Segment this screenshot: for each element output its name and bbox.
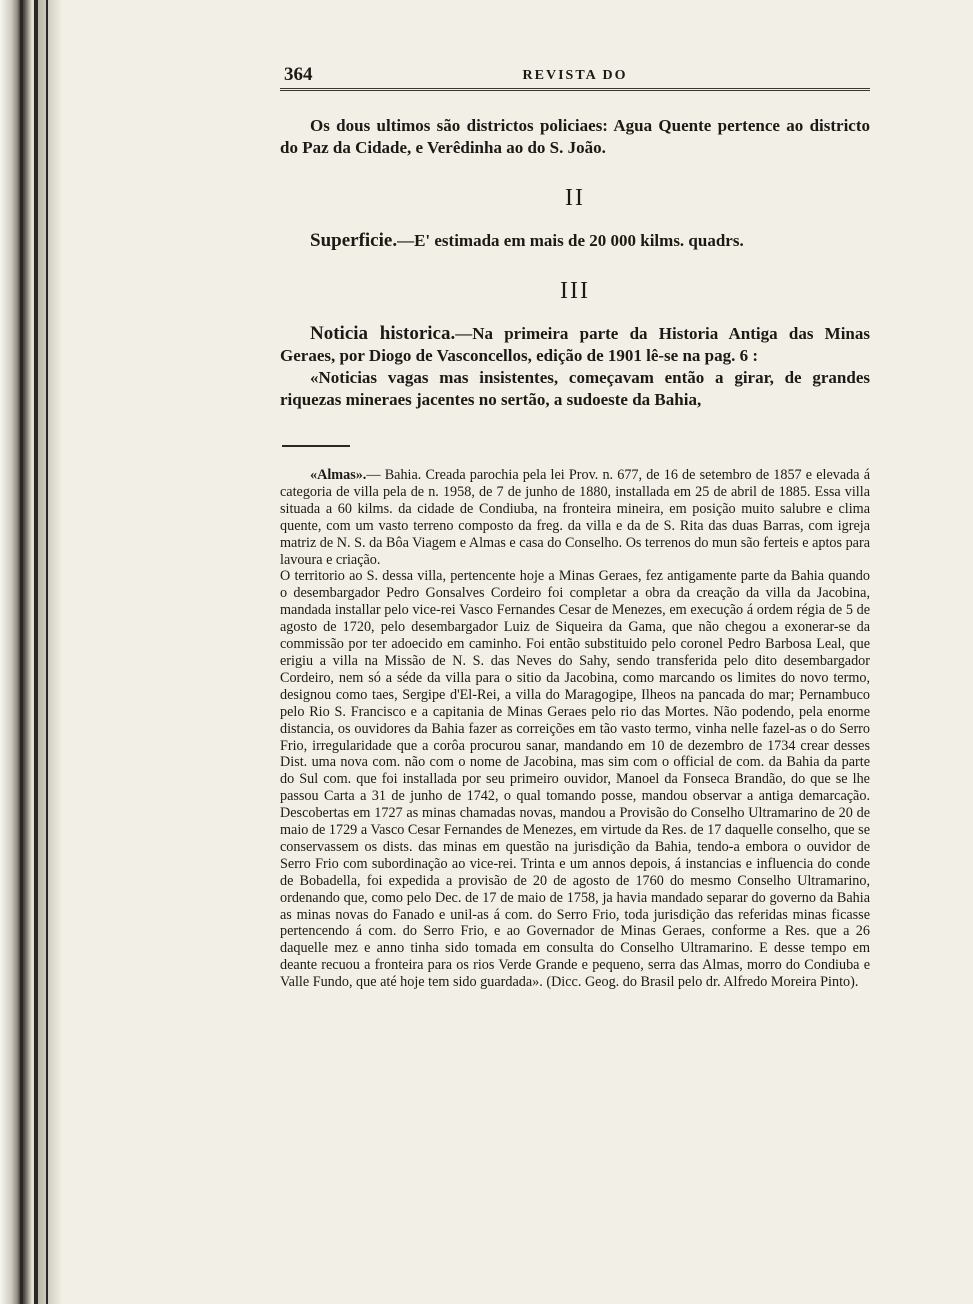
spine-line xyxy=(34,0,38,1304)
footnote-lead: «Almas». xyxy=(310,467,367,483)
footnote-separator xyxy=(282,445,350,447)
page-header xyxy=(280,58,870,91)
section-numeral-2: II xyxy=(565,185,585,211)
book-spine xyxy=(0,0,62,1304)
page-text xyxy=(280,58,870,991)
spine-line xyxy=(46,0,48,1304)
section-2-paragraph xyxy=(280,230,870,252)
section-2-lead: Superficie. xyxy=(310,230,398,251)
section-3-paragraph-2: «Noticias vagas mas insistentes, começavam então a girar, de grandes riquezas mineraes jacentes no sertão, a sudoeste da Bahia, xyxy=(280,368,870,409)
section-3-paragraph-1 xyxy=(280,323,870,367)
page-number: 364 xyxy=(284,64,313,85)
footnote-text-1: — Bahia. Creada parochia pela lei Prov. n. 677, de 16 de setembro de 1857 e elevada á categoria de villa pela de n. 1958, de 7 de junho de 1880, installada em 25 de abril de 1885. Essa villa situada a 60 kilms. da cidade de Condiuba, na fronteira mineira, em posição muito salubre e clima quente, com um vasto terreno composto da freg. da villa e da de S. Rita das duas Barras, com igreja matriz de N. S. da Bôa Viagem e Almas e casa do Conselho. Os terrenos do mun são ferteis e aptos para lavoura e criação. xyxy=(280,467,870,568)
footnote-paragraph-2: O territorio ao S. dessa villa, pertencente hoje a Minas Geraes, fez antigamente parte da Bahia quando o desembargador Pedro Gonsalves Cordeiro foi completar a obra da creação da villa da Jacobina, mandada installar pelo vice-rei Vasco Fernandes Cesar de Menezes, em execução á ordem régia de 5 de agosto de 1720, pelo desembargador Luiz de Siqueira da Gama, que não chegou a exonerar-se da commissão por ter adoecido em caminho. Foi então substituido pelo coronel Pedro Barbosa Leal, que erigiu a villa na Missão de N. S. das Neves do Sahy, sendo transferida pelo dito desembargador Cordeiro, nem só a séde da villa para o sitio da Jacobina, como marcando os limites do novo termo, designou como taes, Sergipe d'El-Rei, a villa do Maragogipe, Ilheos na pancada do mar; Pernambuco pelo Rio S. Francisco e a capitania de Minas Geraes pelo rio das Mortes. Não podendo, pela enorme distancia, os ouvidores da Bahia fazer as correições em tão vasto termo, vinha nelle fazel-as o do Serro Frio, irregularidade que a corôa procurou sanar, mandando em 10 de dezembro de 1734 crear desses Dist. uma nova com. não com o nome de Jacobina, mas sim com o official de com. da Bahia da parte do Sul com. que foi installada por seu primeiro ouvidor, Manoel da Fonseca Brandão, do que se lhe passou Carta a 31 de junho de 1742, o qual tomando posse, mandou observar a antiga demarcação. Descobertas em 1727 as minas chamadas novas, mandou a Provisão do Conselho Ultramarino de 20 de maio de 1729 a Vasco Cesar Fernandes de Menezes, em virtude da Res. de 17 daquelle conselho, que se conservassem os dists. das minas em questão na jurisdição da Bahia, tendo-a embora o ouvidor de Serro Frio com subordinação ao vice-rei. Trinta e um annos depois, á instancias e influencia do conde de Bobadella, foi expedida a provisão de 20 de agosto de 1760 do mesmo Conselho Ultramarino, ordenando que, como pelo Dec. de 17 de maio de 1758, ja havia mandado separar do governo da Bahia as minas novas do Fanado e unil-as á com. do Serro Frio, toda jurisdição das referidas minas ficasse pertencendo á com. do Serro Frio, e ao Governador de Minas Geraes, conforme a Res. que a 26 daquelle mez e anno tinha sido tomada em consulta do Conselho Ultramarino. E desse tempo em deante recuou a fronteira para os rios Verde Grande e pequeno, serra das Almas, morro do Condiuba e Valle Fundo, que até hoje tem sido guardada». (Dicc. Geog. do Brasil pelo dr. Alfredo Moreira Pinto). xyxy=(280,568,870,991)
section-1-paragraph: Os dous ultimos são districtos policiaes: Agua Quente pertence ao districto do Paz da Cidade, e Verêdinha ao do S. João. xyxy=(280,116,870,157)
spine-line xyxy=(20,0,23,1304)
section-3-lead: Noticia historica. xyxy=(310,323,456,344)
section-numeral-3: III xyxy=(560,278,590,304)
running-head: REVISTA DO xyxy=(522,68,628,83)
footnote-paragraph-1 xyxy=(280,467,870,568)
section-3-text-1: —Na primeira parte da Historia Antiga das Minas Geraes, por Diogo de Vasconcellos, edição de 1901 lê-se na pag. 6 : xyxy=(280,324,870,365)
section-2-text: —E' estimada em mais de 20 000 kilms. quadrs. xyxy=(397,231,744,250)
